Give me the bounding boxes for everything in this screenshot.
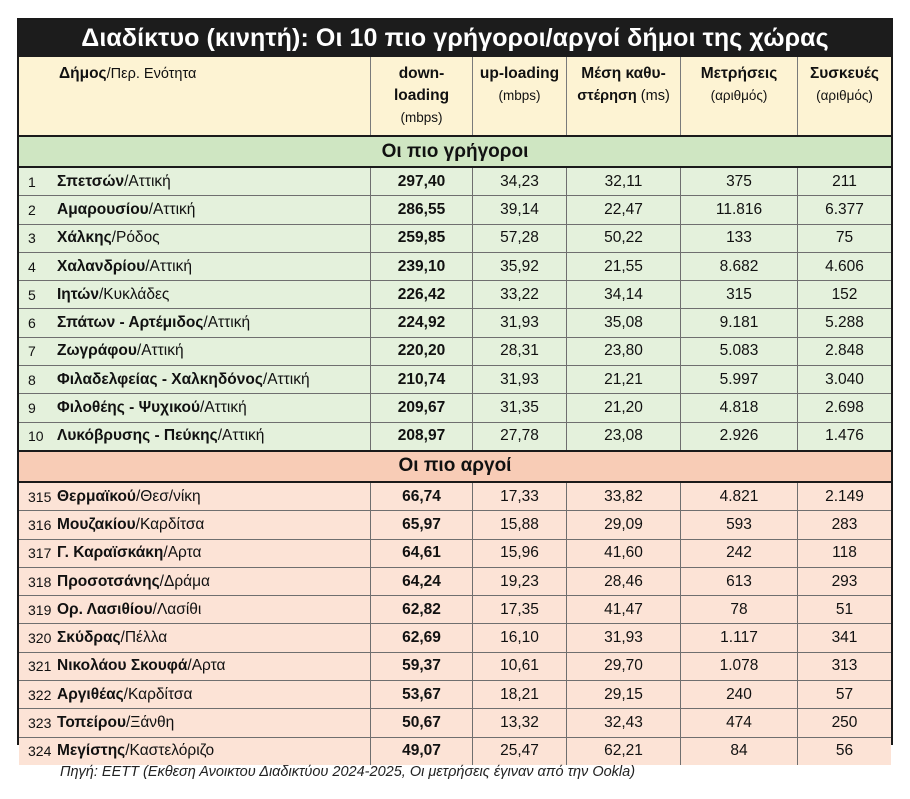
municipality-cell	[19, 196, 371, 223]
rank: 1	[28, 173, 36, 190]
region-name: /Δράμα	[159, 572, 211, 590]
municipality-name: Τοπείρου	[57, 713, 126, 731]
rank: 316	[28, 516, 52, 533]
measurements-cell: 5.083	[681, 338, 798, 365]
download-cell: 208,97	[371, 423, 473, 450]
municipality-name: Αργιθέας	[57, 685, 124, 703]
devices-cell: 56	[835, 742, 854, 760]
table-row	[19, 423, 891, 450]
municipality-name: Λυκόβρυσης - Πεύκης	[57, 427, 218, 445]
section-fastest: Οι πιο γρήγοροι	[19, 137, 891, 168]
download-cell: 226,42	[371, 281, 473, 308]
region-name: /Κυκλάδες	[98, 285, 170, 303]
upload-cell: 33,22	[473, 281, 567, 308]
download-cell: 64,24	[371, 568, 473, 595]
measurements-cell: 242	[681, 540, 798, 567]
table-row	[19, 653, 891, 681]
latency-cell: 23,80	[567, 338, 681, 365]
download-cell: 49,07	[371, 738, 473, 765]
measurements-cell: 593	[681, 511, 798, 538]
municipality-cell	[19, 738, 371, 765]
upload-cell: 39,14	[473, 196, 567, 223]
table-row	[19, 338, 891, 366]
devices-cell: 152	[831, 285, 858, 303]
download-cell: 66,74	[371, 483, 473, 510]
latency-cell: 41,47	[567, 596, 681, 623]
table-row	[19, 709, 891, 737]
latency-cell: 31,93	[567, 624, 681, 651]
latency-cell: 34,14	[567, 281, 681, 308]
upload-cell: 17,35	[473, 596, 567, 623]
municipality-name: Σπετσών	[57, 172, 125, 190]
municipality-cell	[19, 483, 371, 510]
download-cell: 59,37	[371, 653, 473, 680]
latency-cell: 21,20	[567, 394, 681, 421]
region-name: /Καρδίτσα	[123, 685, 193, 703]
devices-cell: 75	[835, 229, 854, 247]
measurements-cell: 1.117	[681, 624, 798, 651]
measurements-cell: 78	[681, 596, 798, 623]
measurements-cell: 5.997	[681, 366, 798, 393]
table-row	[19, 168, 891, 196]
table-row	[19, 681, 891, 709]
municipality-cell	[19, 596, 371, 623]
table-row	[19, 253, 891, 281]
download-cell: 297,40	[371, 168, 473, 195]
municipality-name: Φιλαδελφείας - Χαλκηδόνος	[57, 370, 263, 388]
region-name: /Πέλλα	[120, 629, 168, 647]
municipality-cell	[19, 653, 371, 680]
municipality-name: Σκύδρας	[57, 629, 121, 647]
latency-cell: 22,47	[567, 196, 681, 223]
rank: 318	[28, 573, 52, 590]
devices-cell: 2.698	[825, 399, 864, 417]
devices-cell: 51	[835, 600, 854, 618]
municipality-cell	[19, 423, 371, 450]
upload-cell: 15,96	[473, 540, 567, 567]
upload-cell: 13,32	[473, 709, 567, 736]
latency-cell: 33,82	[567, 483, 681, 510]
municipality-cell	[19, 366, 371, 393]
rank: 320	[28, 630, 52, 647]
rank: 317	[28, 545, 52, 562]
measurements-cell: 9.181	[681, 309, 798, 336]
region-name: /Αττική	[217, 427, 265, 445]
download-cell: 210,74	[371, 366, 473, 393]
table-title: Διαδίκτυο (κινητή): Οι 10 πιο γρήγοροι/αργοί δήμοι της χώρας	[19, 20, 891, 57]
column-header-row	[19, 57, 891, 137]
devices-cell: 293	[831, 572, 858, 590]
upload-cell: 57,28	[473, 225, 567, 252]
devices-cell: 250	[831, 713, 858, 731]
region-name: /Αττική	[124, 172, 171, 190]
latency-cell: 28,46	[567, 568, 681, 595]
header-measurements: Μετρήσεις (αριθμός)	[681, 57, 798, 135]
table-row	[19, 511, 891, 539]
measurements-cell: 4.821	[681, 483, 798, 510]
download-cell: 209,67	[371, 394, 473, 421]
municipality-name: Αμαρουσίου	[57, 200, 149, 218]
municipality-cell	[19, 709, 371, 736]
upload-cell: 16,10	[473, 624, 567, 651]
measurements-cell: 1.078	[681, 653, 798, 680]
latency-cell: 41,60	[567, 540, 681, 567]
table-row	[19, 596, 891, 624]
download-cell: 224,92	[371, 309, 473, 336]
rank: 9	[28, 400, 36, 417]
table-row	[19, 281, 891, 309]
latency-cell: 50,22	[567, 225, 681, 252]
download-cell: 259,85	[371, 225, 473, 252]
table-row	[19, 540, 891, 568]
region-name: /Αττική	[145, 257, 192, 275]
upload-cell: 25,47	[473, 738, 567, 765]
upload-cell: 27,78	[473, 423, 567, 450]
latency-cell: 29,70	[567, 653, 681, 680]
region-name: /Αρτα	[187, 657, 226, 675]
table-row	[19, 568, 891, 596]
municipality-cell	[19, 681, 371, 708]
upload-cell: 10,61	[473, 653, 567, 680]
upload-cell: 31,35	[473, 394, 567, 421]
devices-cell: 3.040	[825, 370, 864, 388]
municipality-name: Σπάτων - Αρτέμιδος	[57, 314, 204, 332]
municipality-cell	[19, 540, 371, 567]
rank: 3	[28, 230, 36, 247]
municipality-cell	[19, 511, 371, 538]
table-row	[19, 483, 891, 511]
rank: 8	[28, 371, 36, 388]
devices-cell: 4.606	[825, 257, 864, 275]
municipality-cell	[19, 568, 371, 595]
measurements-cell: 84	[681, 738, 798, 765]
rank: 315	[28, 488, 52, 505]
municipality-cell	[19, 394, 371, 421]
header-download: down- loading (mbps)	[371, 57, 473, 135]
municipality-name: Ορ. Λασιθίου	[57, 600, 153, 618]
latency-cell: 62,21	[567, 738, 681, 765]
rank: 5	[28, 286, 36, 303]
measurements-cell: 133	[681, 225, 798, 252]
municipality-cell	[19, 253, 371, 280]
table-row	[19, 394, 891, 422]
latency-cell: 29,09	[567, 511, 681, 538]
rank: 324	[28, 743, 52, 760]
download-cell: 64,61	[371, 540, 473, 567]
table-row	[19, 225, 891, 253]
measurements-cell: 2.926	[681, 423, 798, 450]
upload-cell: 18,21	[473, 681, 567, 708]
municipality-name: Χαλανδρίου	[57, 257, 146, 275]
region-name: /Αρτα	[163, 544, 202, 562]
download-cell: 53,67	[371, 681, 473, 708]
download-cell: 50,67	[371, 709, 473, 736]
measurements-cell: 613	[681, 568, 798, 595]
devices-cell: 1.476	[825, 427, 864, 445]
region-name: /Αττική	[136, 342, 184, 360]
fastest-rows	[19, 168, 891, 452]
latency-cell: 35,08	[567, 309, 681, 336]
devices-cell: 211	[832, 172, 857, 190]
region-name: /Αττική	[148, 200, 196, 218]
latency-cell: 21,55	[567, 253, 681, 280]
rank: 321	[28, 658, 52, 675]
latency-cell: 32,11	[567, 168, 681, 195]
municipality-name: Προσοτσάνης	[57, 572, 160, 590]
municipality-name: Ιητών	[57, 285, 99, 303]
measurements-cell: 474	[681, 709, 798, 736]
municipality-cell	[19, 281, 371, 308]
region-name: /Ρόδος	[111, 229, 160, 247]
municipality-cell	[19, 168, 371, 195]
download-cell: 239,10	[371, 253, 473, 280]
table-row	[19, 309, 891, 337]
download-cell: 220,20	[371, 338, 473, 365]
municipality-name: Νικολάου Σκουφά	[57, 657, 188, 675]
municipality-name: Γ. Καραϊσκάκη	[57, 544, 164, 562]
table-row	[19, 738, 891, 765]
municipality-name: Θερμαϊκού	[57, 487, 136, 505]
download-cell: 65,97	[371, 511, 473, 538]
devices-cell: 118	[832, 544, 857, 562]
measurements-cell: 8.682	[681, 253, 798, 280]
header-municipality: Δήμος/Περ. Ενότητα	[19, 57, 371, 135]
download-cell: 286,55	[371, 196, 473, 223]
measurements-cell: 11.816	[681, 196, 798, 223]
municipality-cell	[19, 309, 371, 336]
region-name: /Αττική	[200, 399, 247, 417]
devices-cell: 6.377	[825, 200, 864, 218]
rank: 319	[28, 601, 52, 618]
devices-cell: 57	[835, 685, 854, 703]
header-devices: Συσκευές (αριθμός)	[809, 65, 879, 103]
table-row	[19, 624, 891, 652]
devices-cell: 2.848	[825, 342, 864, 360]
upload-cell: 17,33	[473, 483, 567, 510]
download-cell: 62,82	[371, 596, 473, 623]
upload-cell: 28,31	[473, 338, 567, 365]
slowest-rows	[19, 483, 891, 765]
rank: 6	[28, 315, 36, 332]
devices-cell: 313	[831, 657, 858, 675]
devices-cell: 2.149	[825, 487, 864, 505]
devices-cell: 283	[831, 515, 858, 533]
upload-cell: 15,88	[473, 511, 567, 538]
devices-cell: 341	[831, 629, 858, 647]
upload-cell: 35,92	[473, 253, 567, 280]
rank: 7	[28, 343, 36, 360]
rank: 4	[28, 258, 36, 275]
region-name: /Καρδίτσα	[135, 515, 205, 533]
region-name: /Αττική	[262, 370, 310, 388]
measurements-cell: 375	[681, 168, 798, 195]
upload-cell: 31,93	[473, 309, 567, 336]
latency-cell: 29,15	[567, 681, 681, 708]
municipality-name: Χάλκης	[57, 229, 112, 247]
upload-cell: 19,23	[473, 568, 567, 595]
region-name: /Ξάνθη	[125, 713, 175, 731]
header-upload: up-loading (mbps)	[473, 57, 567, 135]
latency-cell: 21,21	[567, 366, 681, 393]
rank: 10	[28, 428, 44, 445]
municipality-name: Μεγίστης	[57, 742, 126, 760]
download-cell: 62,69	[371, 624, 473, 651]
measurements-cell: 315	[681, 281, 798, 308]
region-name: /Καστελόριζο	[125, 742, 215, 760]
measurements-cell: 240	[681, 681, 798, 708]
region-name: /Αττική	[203, 314, 251, 332]
devices-cell: 5.288	[825, 314, 864, 332]
upload-cell: 34,23	[473, 168, 567, 195]
latency-cell: 32,43	[567, 709, 681, 736]
latency-cell: 23,08	[567, 423, 681, 450]
region-name: /Λασίθι	[152, 600, 202, 618]
rank: 322	[28, 686, 52, 703]
table-row	[19, 366, 891, 394]
rank: 2	[28, 201, 36, 218]
section-slowest: Οι πιο αργοί	[19, 452, 891, 483]
region-name: /Θεσ/νίκη	[135, 487, 201, 505]
municipality-name: Μουζακίου	[57, 515, 136, 533]
municipality-cell	[19, 225, 371, 252]
municipality-name: Ζωγράφου	[57, 342, 137, 360]
municipality-cell	[19, 624, 371, 651]
source-note: Πηγή: ΕΕΤΤ (Εκθεση Ανοικτου Διαδικτύου 2024-2025, Οι μετρήσεις έγιναν από την Ookla)	[60, 764, 636, 780]
municipality-name: Φιλοθέης - Ψυχικού	[57, 399, 201, 417]
speed-table	[17, 18, 893, 760]
upload-cell: 31,93	[473, 366, 567, 393]
header-latency: Μέση καθυ- στέρηση (ms)	[567, 57, 681, 135]
measurements-cell: 4.818	[681, 394, 798, 421]
rank: 323	[28, 714, 52, 731]
municipality-cell	[19, 338, 371, 365]
table-row	[19, 196, 891, 224]
